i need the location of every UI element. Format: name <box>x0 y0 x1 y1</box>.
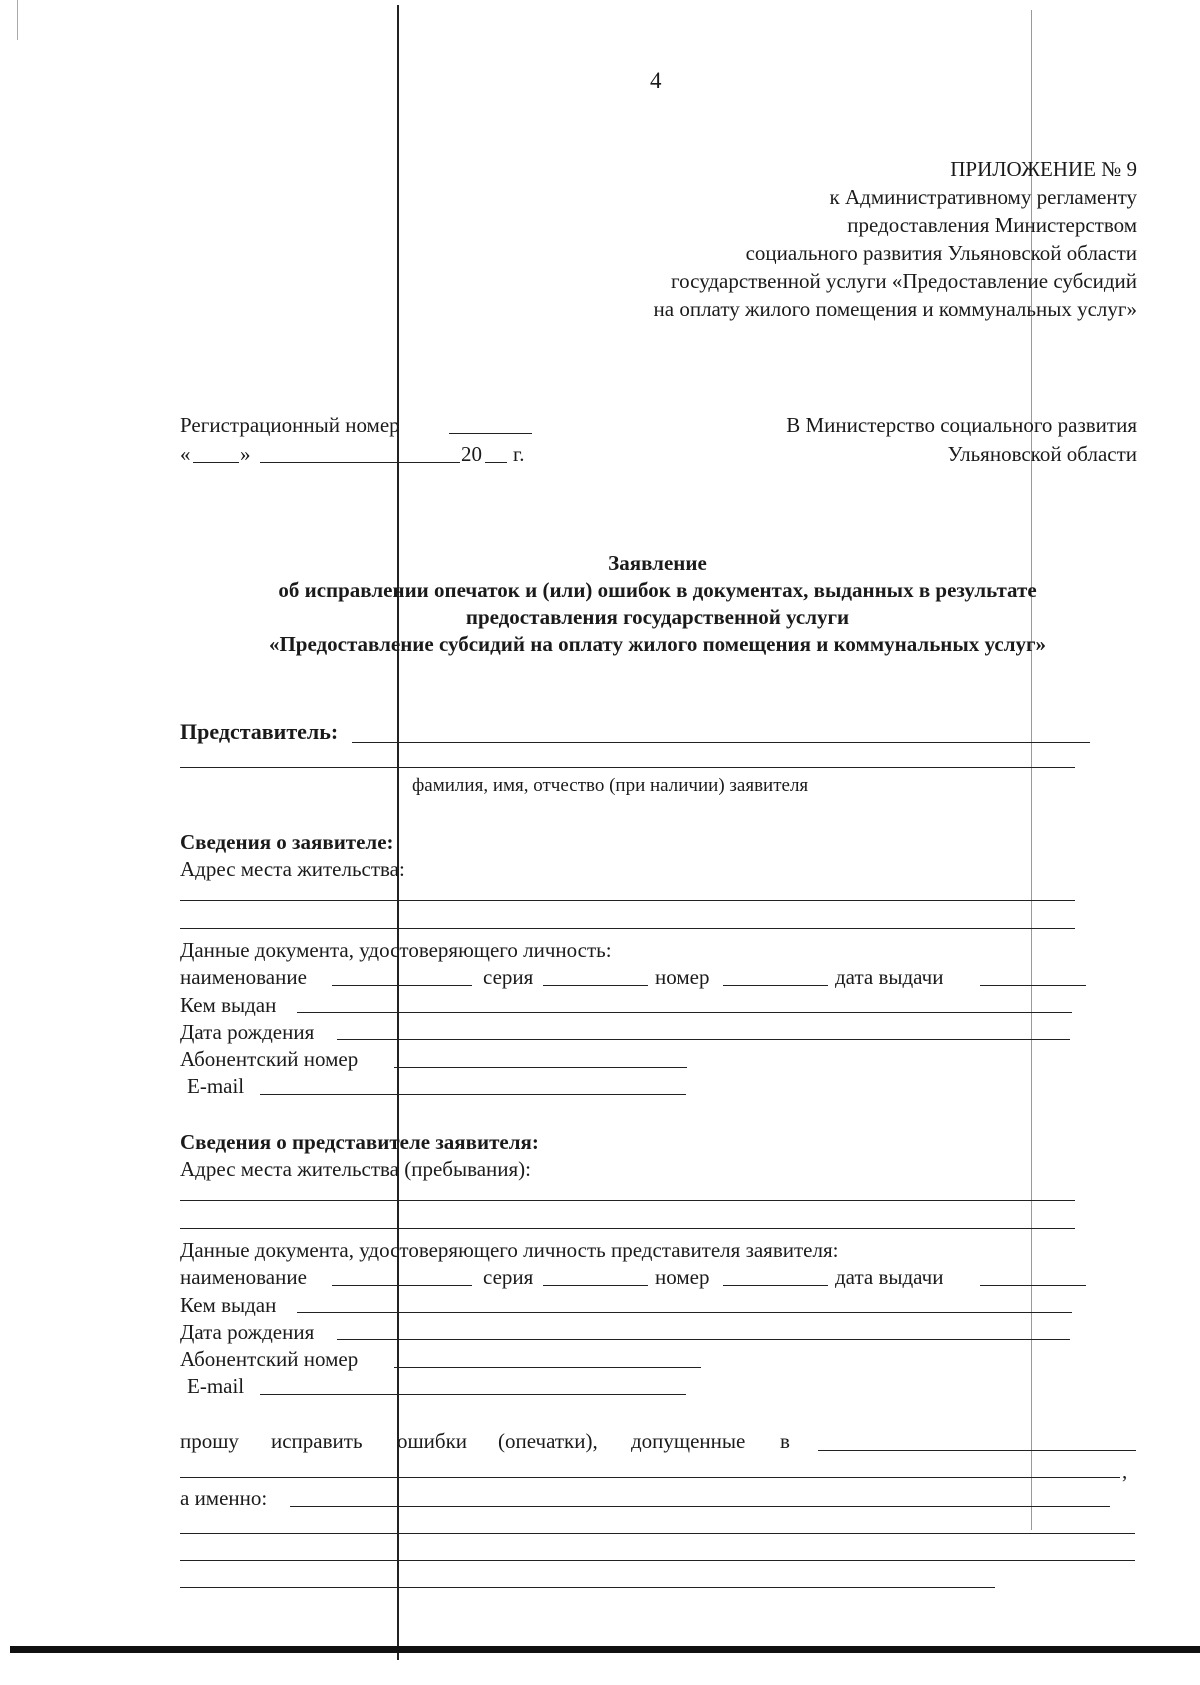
registration-day-field[interactable] <box>193 462 239 463</box>
registration-quote-close: » <box>240 442 251 466</box>
request-document-field[interactable] <box>818 1450 1136 1451</box>
scan-bottom-bar <box>10 1646 1200 1653</box>
rep-info-doc-name-field[interactable] <box>332 1285 472 1286</box>
applicant-email-field[interactable] <box>260 1094 686 1095</box>
request-comma: , <box>1122 1459 1128 1483</box>
request-namely-label: а именно: <box>180 1486 268 1510</box>
applicant-id-doc-label: Данные документа, удостоверяющего личность: <box>180 938 612 962</box>
statement-title: Заявление <box>608 551 707 575</box>
scan-streak-left-edge <box>17 0 18 40</box>
representative-field[interactable] <box>352 742 1090 743</box>
appendix-line: к Административному регламенту <box>829 185 1137 209</box>
registration-year-prefix: 20 <box>461 442 482 466</box>
request-word: (опечатки), <box>498 1429 598 1453</box>
rep-info-issued-by-label: Кем выдан <box>180 1293 277 1317</box>
applicant-issued-by-field[interactable] <box>297 1012 1072 1013</box>
applicant-birth-date-label: Дата рождения <box>180 1020 315 1044</box>
representative-label: Представитель: <box>180 719 339 744</box>
applicant-doc-name-field[interactable] <box>332 985 472 986</box>
rep-info-birth-date-field[interactable] <box>337 1339 1070 1340</box>
applicant-number-label: номер <box>655 965 710 989</box>
applicant-phone-label: Абонентский номер <box>180 1047 359 1071</box>
registration-year-suffix: г. <box>513 442 525 466</box>
rep-info-address-label: Адрес места жительства (пребывания): <box>180 1157 532 1181</box>
registration-label: Регистрационный номер <box>180 413 400 437</box>
applicant-birth-date-field[interactable] <box>337 1039 1070 1040</box>
appendix-title: ПРИЛОЖЕНИЕ № 9 <box>950 157 1137 181</box>
appendix-line: государственной услуги «Предоставление субсидий <box>671 269 1137 293</box>
rep-info-address-field-1[interactable] <box>180 1200 1075 1201</box>
request-word: допущенные <box>631 1429 746 1453</box>
applicant-series-label: серия <box>483 965 534 989</box>
request-namely-field[interactable] <box>290 1506 1110 1507</box>
page-number: 4 <box>650 68 662 93</box>
statement-line: об исправлении опечаток и (или) ошибок в документах, выданных в результате <box>278 578 1037 602</box>
request-namely-field-3[interactable] <box>180 1560 1135 1561</box>
applicant-series-field[interactable] <box>543 985 648 986</box>
request-word: в <box>780 1429 790 1453</box>
request-word: прошу <box>180 1429 239 1453</box>
request-word: исправить <box>271 1429 363 1453</box>
rep-info-address-field-2[interactable] <box>180 1228 1075 1229</box>
statement-line: предоставления государственной услуги <box>465 605 850 629</box>
addressee-line2: Ульяновской области <box>947 442 1137 466</box>
request-word: ошибки <box>397 1429 468 1453</box>
rep-info-email-label: E-mail <box>187 1374 245 1398</box>
applicant-heading: Сведения о заявителе: <box>180 830 394 854</box>
applicant-address-field-1[interactable] <box>180 900 1075 901</box>
appendix-line: предоставления Министерством <box>847 213 1137 237</box>
applicant-doc-name-label: наименование <box>180 965 307 989</box>
rep-info-phone-label: Абонентский номер <box>180 1347 359 1371</box>
rep-info-id-doc-label: Данные документа, удостоверяющего личность представителя заявителя: <box>180 1238 839 1262</box>
appendix-line: социального развития Ульяновской области <box>745 241 1137 265</box>
applicant-phone-field[interactable] <box>394 1067 687 1068</box>
rep-info-email-field[interactable] <box>260 1394 686 1395</box>
representative-caption: фамилия, имя, отчество (при наличии) заявителя <box>412 775 809 796</box>
scan-streak-left <box>397 5 399 1660</box>
rep-info-issued-by-field[interactable] <box>297 1312 1072 1313</box>
rep-info-doc-name-label: наименование <box>180 1265 307 1289</box>
applicant-issue-date-label: дата выдачи <box>835 965 944 989</box>
applicant-number-field[interactable] <box>723 985 828 986</box>
applicant-email-label: E-mail <box>187 1074 245 1098</box>
registration-month-field[interactable] <box>260 462 460 463</box>
rep-info-number-label: номер <box>655 1265 710 1289</box>
appendix-block <box>654 155 1137 323</box>
rep-info-number-field[interactable] <box>723 1285 828 1286</box>
registration-year-field[interactable] <box>485 462 507 463</box>
rep-info-issue-date-field[interactable] <box>980 1285 1086 1286</box>
applicant-address-label: Адрес места жительства: <box>180 857 405 881</box>
request-namely-field-2[interactable] <box>180 1533 1135 1534</box>
request-document-field-2[interactable] <box>180 1477 1120 1478</box>
registration-quote-open: « <box>180 442 191 466</box>
addressee-line1: В Министерство социального развития <box>786 413 1137 437</box>
rep-info-phone-field[interactable] <box>394 1367 701 1368</box>
applicant-issued-by-label: Кем выдан <box>180 993 277 1017</box>
representative-field-2[interactable] <box>180 767 1075 768</box>
applicant-issue-date-field[interactable] <box>980 985 1086 986</box>
rep-info-heading: Сведения о представителе заявителя: <box>180 1130 539 1154</box>
rep-info-series-label: серия <box>483 1265 534 1289</box>
request-namely-field-4[interactable] <box>180 1587 995 1588</box>
rep-info-issue-date-label: дата выдачи <box>835 1265 944 1289</box>
appendix-line: на оплату жилого помещения и коммунальных услуг» <box>653 297 1137 321</box>
rep-info-birth-date-label: Дата рождения <box>180 1320 315 1344</box>
registration-number-field[interactable] <box>449 433 532 434</box>
applicant-address-field-2[interactable] <box>180 928 1075 929</box>
statement-line: «Предоставление субсидий на оплату жилого помещения и коммунальных услуг» <box>268 632 1047 656</box>
rep-info-series-field[interactable] <box>543 1285 648 1286</box>
